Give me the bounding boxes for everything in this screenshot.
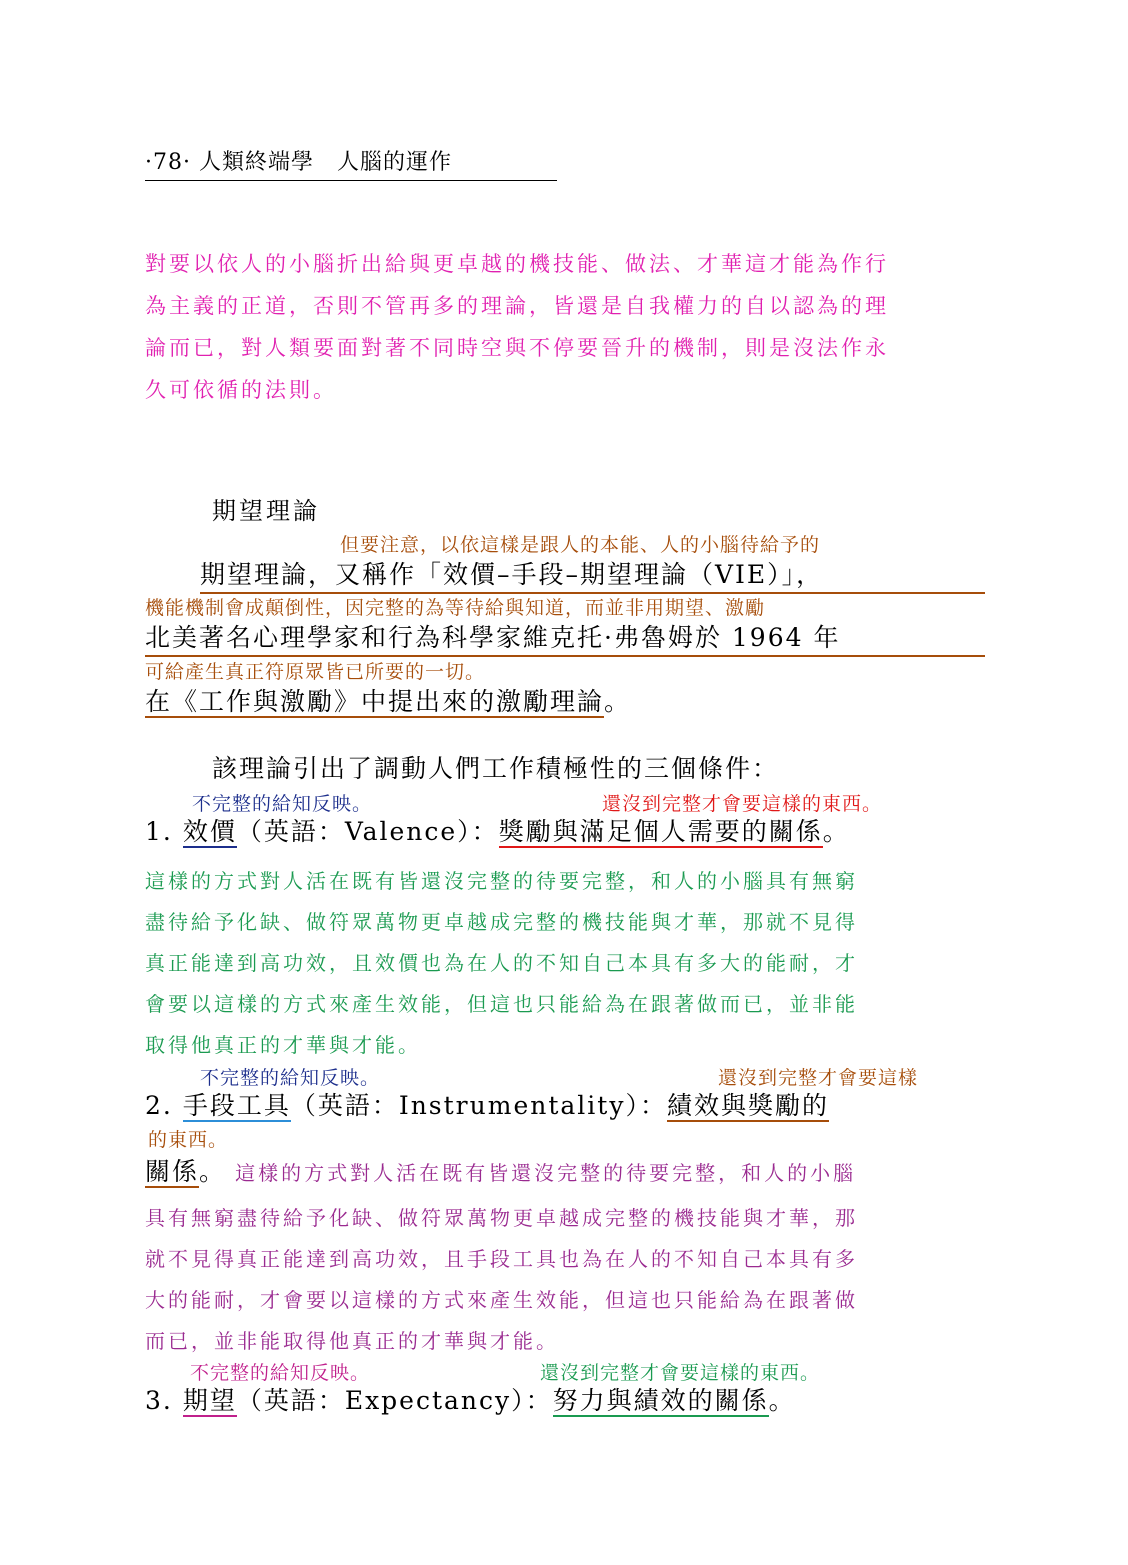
commentary-line: 取得他真正的才華與才能。 (145, 1033, 421, 1057)
item2-relation-a: 績效與獎勵的 (666, 1091, 829, 1120)
item2-paren: （英語：Instrumentality）： (290, 1091, 667, 1120)
vie-line-3 (145, 685, 631, 719)
item1-commentary (145, 861, 985, 1066)
commentary-line: 盡待給予化缺、做符眾萬物更卓越成完整的機技能與才華，那就不見得 (145, 910, 858, 934)
commentary-line: 而已，並非能取得他真正的才華與才能。 (145, 1329, 559, 1353)
commentary-line: 具有無窮盡待給予化缺、做符眾萬物更卓越成完整的機技能與才華，那 (145, 1206, 858, 1230)
item2-number: 2. (145, 1091, 173, 1120)
item2-note-left: 不完整的給知反映。 (200, 1067, 381, 1089)
vie-line-2 (145, 621, 985, 657)
intro-line: 為主義的正道，否則不管再多的理論，皆還是自我權力的自以認為的理 (145, 294, 889, 318)
item3-paren: （英語：Expectancy）： (236, 1386, 553, 1415)
item1-relation: 獎勵與滿足個人需要的關係 (498, 817, 823, 846)
annotation-note: 機能機制會成顛倒性，因完整的為等待給與知道，而並非用期望、激勵 (145, 597, 766, 619)
conditions-intro: 該理論引出了調動人們工作積極性的三個條件： (212, 754, 780, 783)
vie-line-2-text: 北美著名心理學家和行為科學家維克托·弗魯姆於 1964 年 (145, 621, 985, 657)
commentary-line: 大的能耐，才會要以這樣的方式來產生效能，但這也只能給為在跟著做 (145, 1288, 858, 1312)
item2-commentary (145, 1198, 985, 1362)
intro-line: 久可依循的法則。 (145, 378, 337, 402)
item2-commentary-first: 這樣的方式對人活在既有皆還沒完整的待要完整，和人的小腦 (235, 1161, 857, 1185)
item3-relation: 努力與績效的關係 (552, 1386, 769, 1415)
item3-note-right: 還沒到完整才會要這樣的東西。 (540, 1362, 821, 1384)
item2-term: 手段工具 (182, 1091, 291, 1120)
vie-line-3-end: 。 (604, 687, 632, 716)
item3-line (145, 1384, 796, 1418)
item2-relation-b: 關係 (145, 1157, 200, 1186)
item1-paren: （英語：Valence）： (236, 817, 499, 846)
intro-line: 對要以依人的小腦折出給與更卓越的機技能、做法、才華這才能為作行 (145, 252, 889, 276)
item3-number: 3. (145, 1386, 173, 1415)
annotation-note: 但要注意，以依這樣是跟人的本能、人的小腦待給予的 (340, 534, 821, 556)
vie-line-3-text: 在《工作與激勵》中提出來的激勵理論 (145, 687, 605, 716)
item3-term: 期望 (182, 1386, 237, 1415)
intro-paragraph (145, 243, 985, 411)
item1-note-right: 還沒到完整才會要這樣的東西。 (602, 793, 883, 815)
item2-note-right: 還沒到完整才會要這樣 (718, 1067, 919, 1089)
running-title: 人類終端學 人腦的運作 (198, 150, 452, 175)
commentary-line: 這樣的方式對人活在既有皆還沒完整的待要完整，和人的小腦具有無窮 (145, 869, 858, 893)
item2-relation-line (145, 1153, 856, 1194)
vie-line-1-text: 期望理論，又稱作「效價–手段–期望理論（VIE）」， (200, 558, 985, 594)
item3-note-left: 不完整的給知反映。 (190, 1362, 371, 1384)
annotation-note: 可給產生真正符原眾皆已所要的一切。 (145, 661, 486, 683)
commentary-line: 就不見得真正能達到高功效，且手段工具也為在人的不知自己本具有多 (145, 1247, 858, 1271)
item1-line (145, 815, 850, 849)
item2-end: 。 (199, 1157, 227, 1186)
vie-line-1 (200, 558, 985, 594)
item1-end: 。 (822, 817, 850, 846)
section-title: 期望理論 (212, 497, 320, 525)
item1-note-left: 不完整的給知反映。 (192, 793, 373, 815)
page-marker: ·78· (145, 150, 191, 175)
commentary-line: 會要以這樣的方式來產生效能，但這也只能給為在跟著做而已，並非能 (145, 992, 858, 1016)
intro-line: 論而已，對人類要面對著不同時空與不停要晉升的機制，則是沒法作永 (145, 336, 889, 360)
item1-number: 1. (145, 817, 173, 846)
running-header (145, 146, 557, 181)
item2-note-right-cont: 的東西。 (148, 1129, 229, 1151)
item1-term: 效價 (182, 817, 237, 846)
item2-line (145, 1089, 829, 1123)
item3-end: 。 (768, 1386, 796, 1415)
commentary-line: 真正能達到高功效，且效價也為在人的不知自己本具有多大的能耐，才 (145, 951, 858, 975)
